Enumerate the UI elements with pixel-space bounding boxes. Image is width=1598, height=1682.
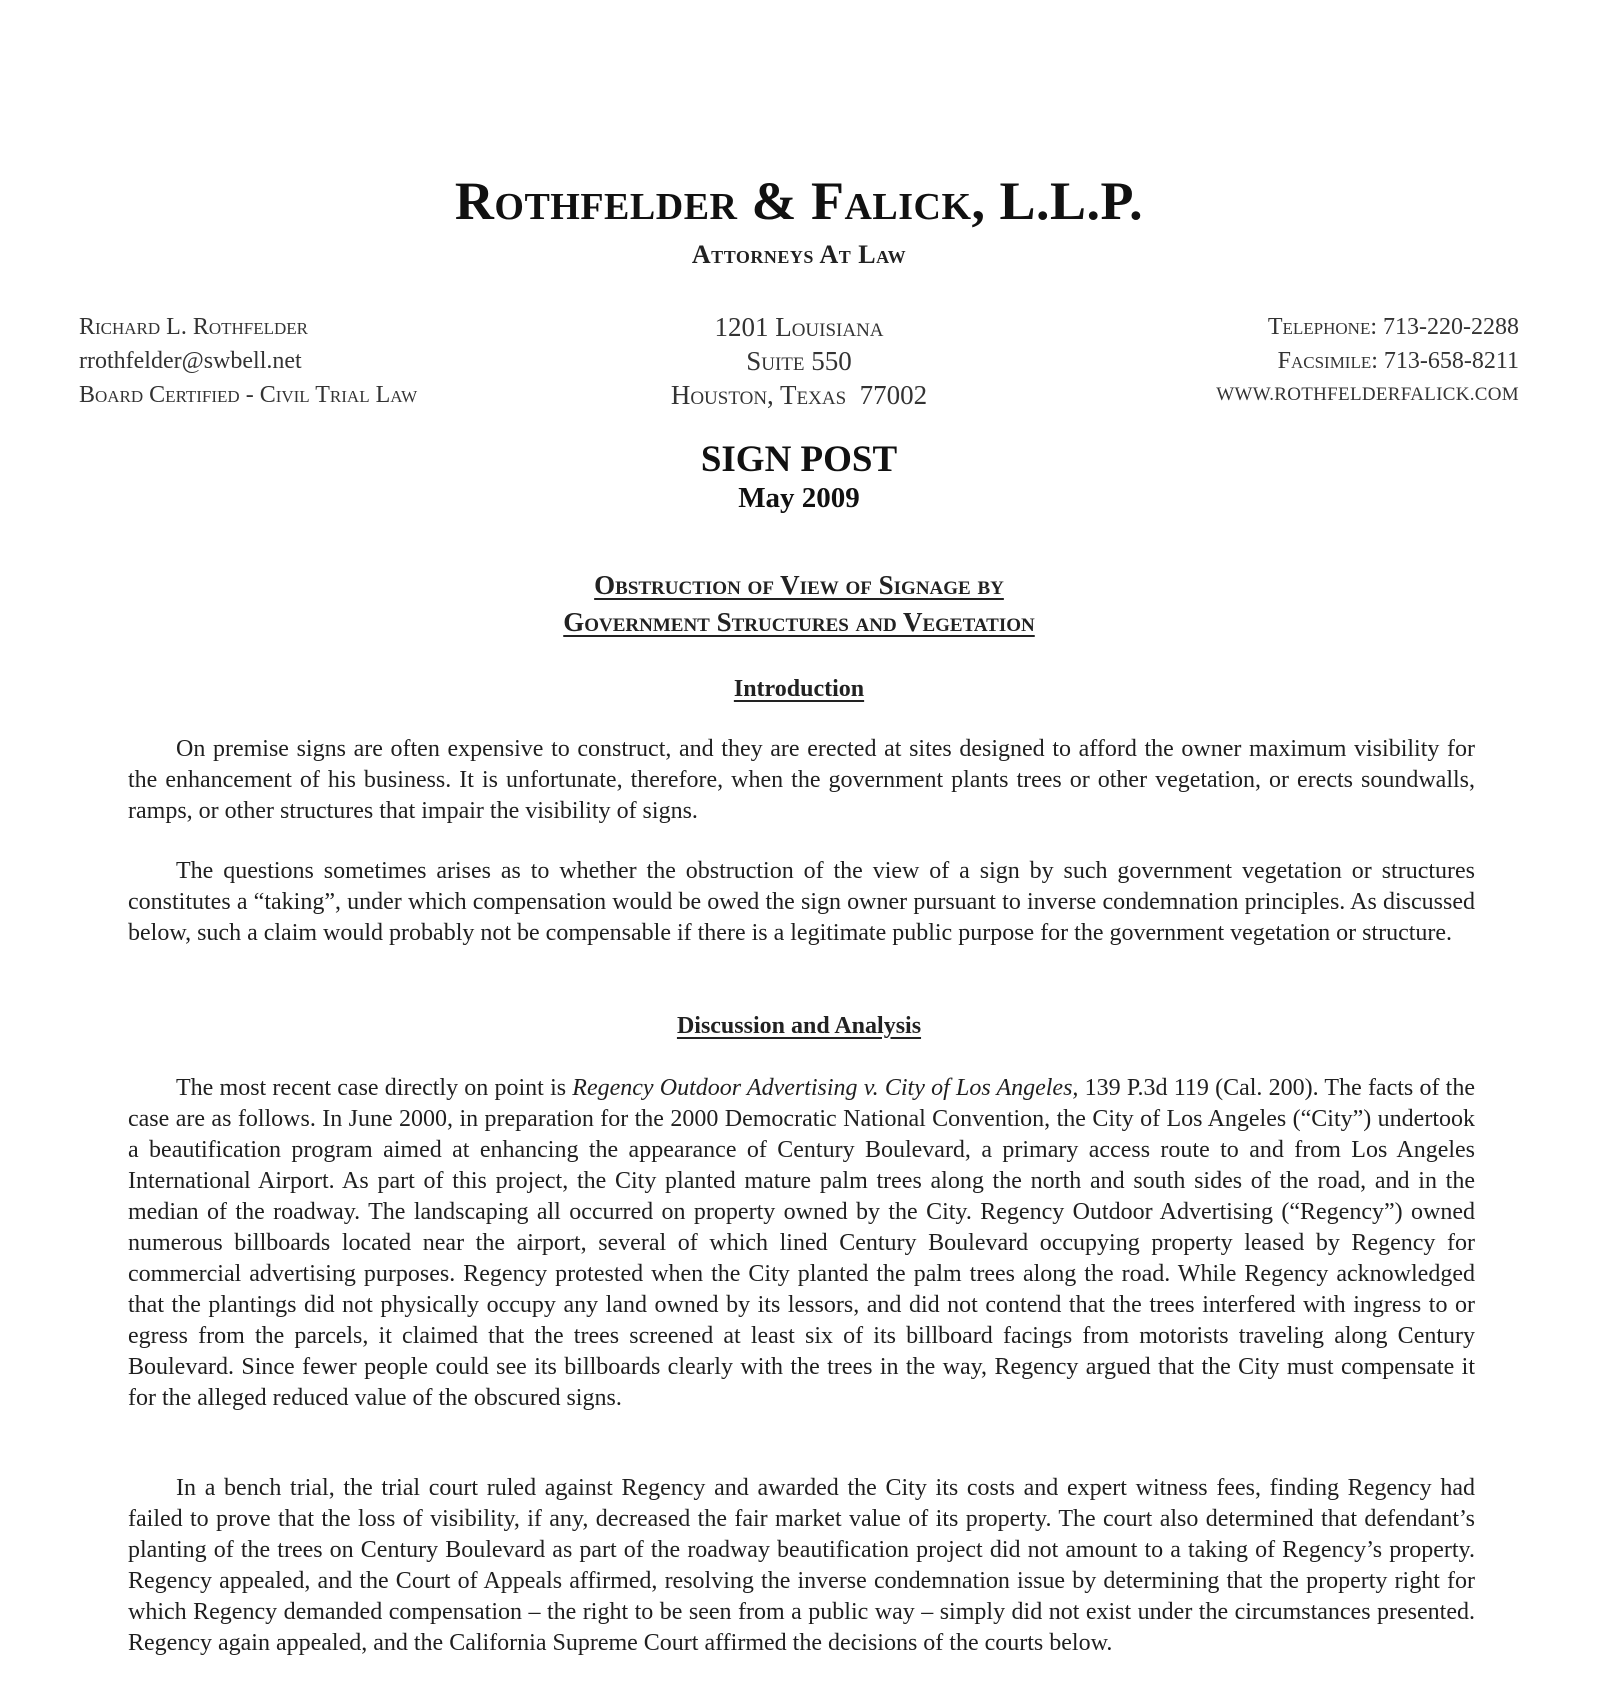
article-title-line-1: Obstruction of View of Signage by [594,570,1004,600]
address-line-2: Suite 550 [746,346,852,376]
firm-subtitle: Attorneys At Law [691,240,907,269]
paragraph-discussion-1 [128,1073,1475,1414]
telephone-label: Telephone: [1267,314,1378,340]
address-line-3 [671,378,927,412]
fax-line [1216,344,1519,378]
attorney-certification: Board Certified - Civil Trial Law [79,382,418,408]
website: WWW.ROTHFELDERFALICK.COM [1216,384,1519,405]
article-title [0,567,1598,641]
address-line-1: 1201 Louisiana [714,312,884,342]
address-city-state: Houston, Texas [670,380,847,410]
fax-label: Facsimile: [1277,348,1378,374]
newsletter-date: May 2009 [738,482,860,514]
paragraph-intro-2: The questions sometimes arises as to whether the obstruction of the view of a sign by such government vegetation or structures constitutes a “taking”, under which compensation would be owed the sign owner pursuant to inverse condemnation principles. As discussed below, such a claim would probably not be compensable if there is a legitimate public purpose for the government vegetation or structure. [128,858,1475,946]
case-citation: Regency Outdoor Advertising v. City of Los Angeles, [572,1075,1079,1101]
paragraph-discussion-1-rest: 139 P.3d 119 (Cal. 200). The facts of the case are as follows. In June 2000, in preparation for the 2000 Democratic National Convention, the City of Los Angeles (“City”) undertook a beautification program aimed at enhancing the appearance of Century Boulevard, a primary access route to and from Los Angeles International Airport. As part of this project, the City planted mature palm trees along the north and south sides of the road, and in the median of the roadway. The landscaping all occurred on property owned by the City. Regency Outdoor Advertising (“Regency”) owned numerous billboards located near the airport, several of which lined Century Boulevard occupying property leased by Regency for commercial advertising purposes. Regency protested when the City planted the palm trees along the road. While Regency acknowledged that the plantings did not physically occupy any land owned by its lessors, and did not contend that the trees interfered with ingress to or egress from the parcels, it claimed that the trees screened at least six of its billboard facings from motorists traveling along Century Boulevard. Since fewer people could see its billboards clearly with the trees in the way, Regency argued that the City must compensate it for the alleged reduced value of the obscured signs. [128,1075,1475,1411]
paragraph-discussion-1-lead: The most recent case directly on point is [176,1075,573,1101]
firm-name: Rothfelder & Falick, L.L.P. [454,171,1144,231]
attorney-name: Richard L. Rothfelder [79,314,309,340]
paragraph-discussion-2: In a bench trial, the trial court ruled against Regency and awarded the City its costs and expert witness fees, finding Regency had failed to prove that the loss of visibility, if any, decreased the fair market value of its property. The court also determined that defendant’s planting of the trees on Century Boulevard as part of the roadway beautification project did not amount to a taking of Regency’s property. Regency appealed, and the Court of Appeals affirmed, resolving the inverse condemnation issue by determining that the property right for which Regency demanded compensation – the right to be seen from a public way – simply did not exist under the circumstances presented. Regency again appealed, and the California Supreme Court affirmed the decisions of the courts below. [128,1475,1475,1656]
telephone-line [1216,310,1519,344]
section-heading-discussion: Discussion and Analysis [676,1013,922,1039]
article-title-line-2: Government Structures and Vegetation [563,607,1035,637]
paragraph-intro-1: On premise signs are often expensive to construct, and they are erected at sites designed to afford the owner maximum visibility for the enhancement of his business. It is unfortunate, therefore, when the government plants trees or other vegetation, or erects soundwalls, ramps, or other structures that impair the visibility of signs. [128,736,1475,824]
newsletter-title: SIGN POST [700,439,898,480]
fax-number: 713-658-8211 [1383,348,1519,374]
contact-right-block [1216,310,1519,412]
section-heading-introduction: Introduction [733,676,865,702]
telephone-number: 713-220-2288 [1383,314,1519,340]
address-zip: 77002 [859,380,928,410]
attorney-email: rrothfelder@swbell.net [79,348,302,374]
